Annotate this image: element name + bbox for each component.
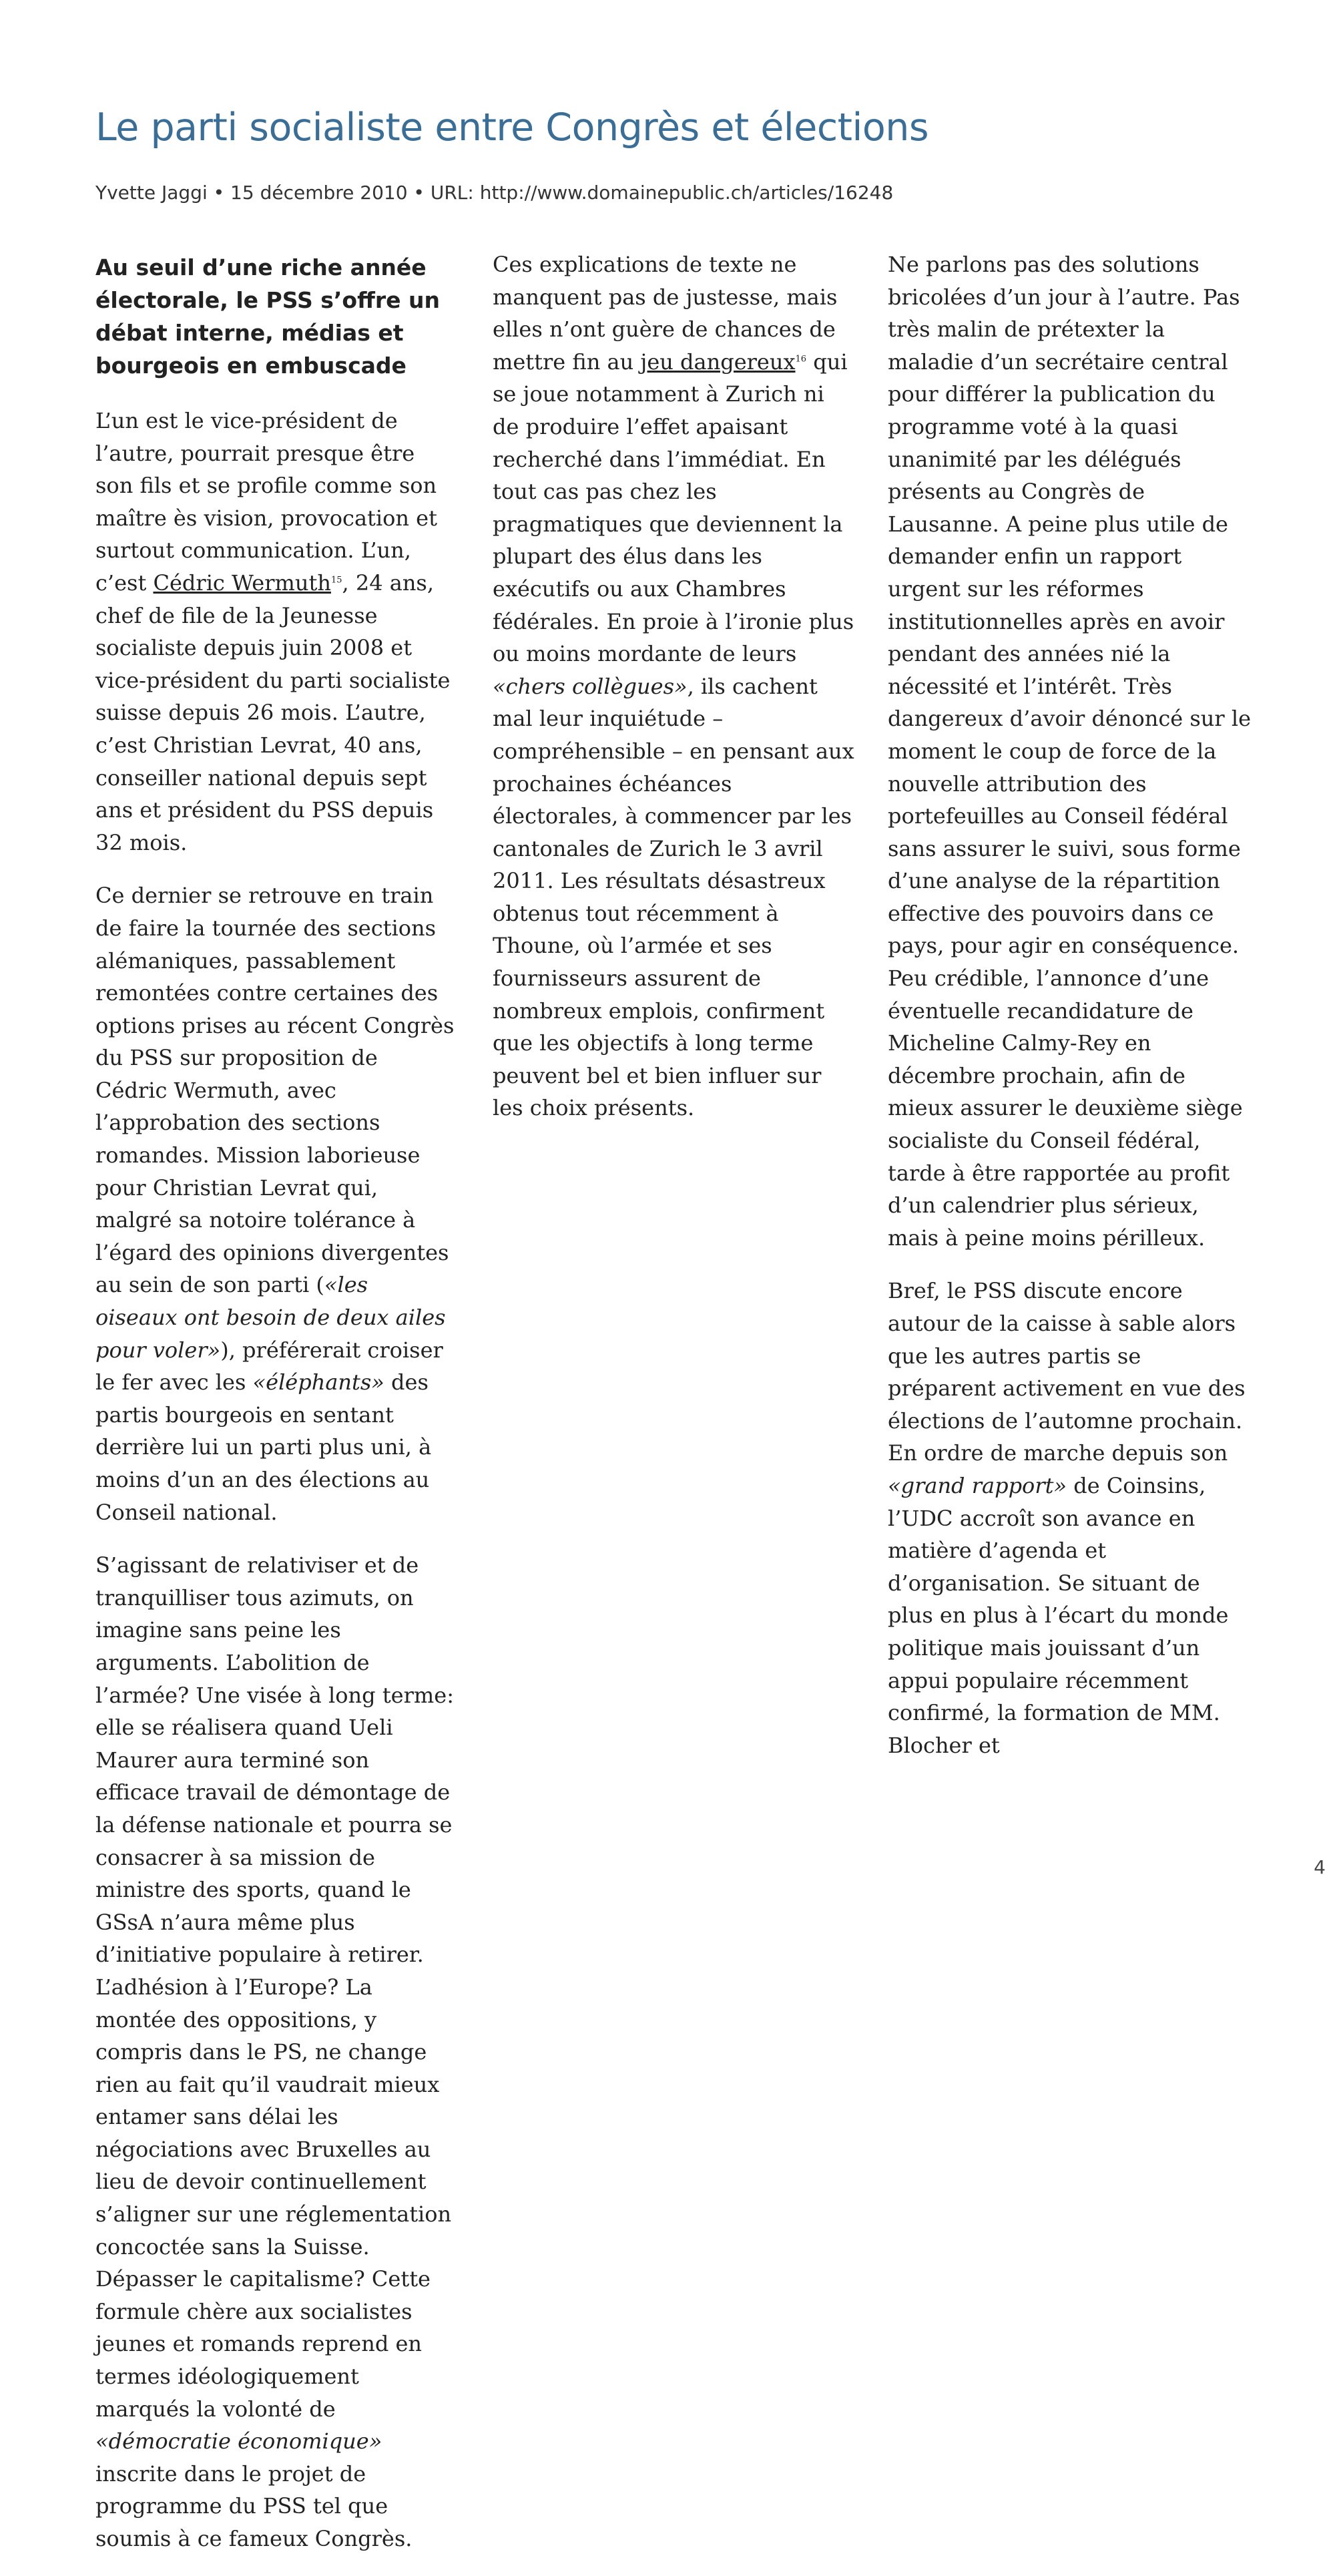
paragraph-1: L’un est le vice-président de l’autre, pourrait presque être son fils et se profile comme son maître ès vision, provocation et surtout communication. L’un, c’est Cédric Wermuth$^{15}$, 24 ans, chef de file de la Jeunesse socialiste depuis juin 2008 et vice-président du parti socialiste suisse depuis 26 mois. L’autre, c’est Christian Levrat, 40 ans, conseiller national depuis sept ans et président du PSS depuis 32 mois.: [95, 408, 451, 855]
column-2: [493, 248, 856, 1145]
paragraph-2: Ce dernier se retrouve en train de faire la tournée des sections alémaniques, passablement remontées contre certaines des options prises au récent Congrès du PSS sur proposition de Cédric Wermuth, avec l’approbation des sections romandes. Mission laborieuse pour Christian Levrat qui, malgré sa notoire tolérance à l’égard des opinions divergentes au sein de son parti («les oiseaux ont besoin de deux ailes pour voler»), préférerait croiser le fer avec les «éléphants» des partis bourgeois en sentant derrière lui un parti plus uni, à moins d’un an des élections au Conseil national.: [95, 883, 455, 1525]
footnote-ref-15: 15: [330, 575, 342, 586]
column-3: [888, 248, 1252, 1782]
paragraph-5: Ne parlons pas des solutions bricolées d’un jour à l’autre. Pas très malin de prétexter la maladie d’un secrétaire central pour différer la publication du programme voté à la quasi unanimité par les délégués présents au Congrès de Lausanne. A peine plus utile de demander enfin un rapport urgent sur les réformes institutionnelles après en avoir pendant des années nié la nécessité et l’intérêt. Très dangereux d’avoir dénoncé sur le moment le coup de force de la nouvelle attribution des portefeuilles au Conseil fédéral sans assurer le suivi, sous forme d’une analyse de la répartition effective des pouvoirs dans ce pays, pour agir en conséquence. Peu crédible, l’annonce d’une éventuelle recandidature de Micheline Calmy-Rey en décembre prochain, afin de mieux assurer le deuxième siège socialiste du Conseil fédéral, tarde à être rapportée au profit d’un calendrier plus sérieux, mais à peine moins périlleux.: [888, 252, 1252, 1251]
paragraph-4: Ces explications de texte ne manquent pas de justesse, mais elles n’ont guère de chances de mettre fin au jeu dangereux$^{16}$ qui se joue notamment à Zurich ni de produire l’effet apaisant recherché dans l’immédiat. En tout cas pas chez les pragmatiques que deviennent la plupart des élus dans les exécutifs ou aux Chambres fédérales. En proie à l’ironie plus ou moins mordante de leurs «chers collègues», ils cachent mal leur inquiétude – compréhensible – en pensant aux prochaines échéances électorales, à commencer par les cantonales de Zurich le 3 avril 2011. Les résultats désastreux obtenus tout récemment à Thoune, où l’armée et ses fournisseurs assurent de nombreux emplois, confirment que les objectifs à long terme peuvent bel et bien influer sur les choix présents.: [493, 252, 854, 1121]
link-jeu-dangereux[interactable]: jeu dangereux: [640, 349, 796, 375]
column-1: [95, 248, 456, 2576]
article-meta: Yvette Jaggi • 15 décembre 2010 • URL: http://www.domainepublic.ch/articles/16248: [95, 182, 894, 204]
paragraph-3: S’agissant de relativiser et de tranquilliser tous azimuts, on imagine sans peine les arguments. L’abolition de l’armée? Une visée à long terme: elle se réalisera quand Ueli Maurer aura terminé son efficace travail de démontage de la défense nationale et pourra se consacrer à sa mission de ministre des sports, quand le GSsA n’aura même plus d’initiative populaire à retirer. L’adhésion à l’Europe? La montée des oppositions, y compris dans le PS, ne change rien au fait qu’il vaudrait mieux entamer sans délai les négociations avec Bruxelles au lieu de devoir continuellement s’aligner sur une réglementation concoctée sans la Suisse. Dépasser le capitalisme? Cette formule chère aux socialistes jeunes et romands reprend en termes idéologiquement marqués la volonté de «démocratie économique» inscrite dans le projet de programme du PSS tel que soumis à ce fameux Congrès.: [95, 1552, 454, 2551]
link-cedric-wermuth[interactable]: Cédric Wermuth: [153, 570, 331, 596]
page-number: 4: [1314, 1856, 1326, 1878]
paragraph-6: Bref, le PSS discute encore autour de la caisse à sable alors que les autres partis se préparent activement en vue des élections de l’automne prochain. En ordre de marche depuis son «grand rapport» de Coinsins, l’UDC accroît son avance en matière d’agenda et d’organisation. Se situant de plus en plus à l’écart du monde politique mais jouissant d’un appui populaire récemment confirmé, la formation de MM. Blocher et: [888, 1278, 1246, 1758]
footnote-ref-16: 16: [795, 354, 807, 365]
article-lead: Au seuil d’une riche année électorale, le PSS s’offre un débat interne, médias et bourgeois en embuscade: [95, 254, 440, 379]
article-title: Le parti socialiste entre Congrès et élections: [95, 105, 929, 150]
